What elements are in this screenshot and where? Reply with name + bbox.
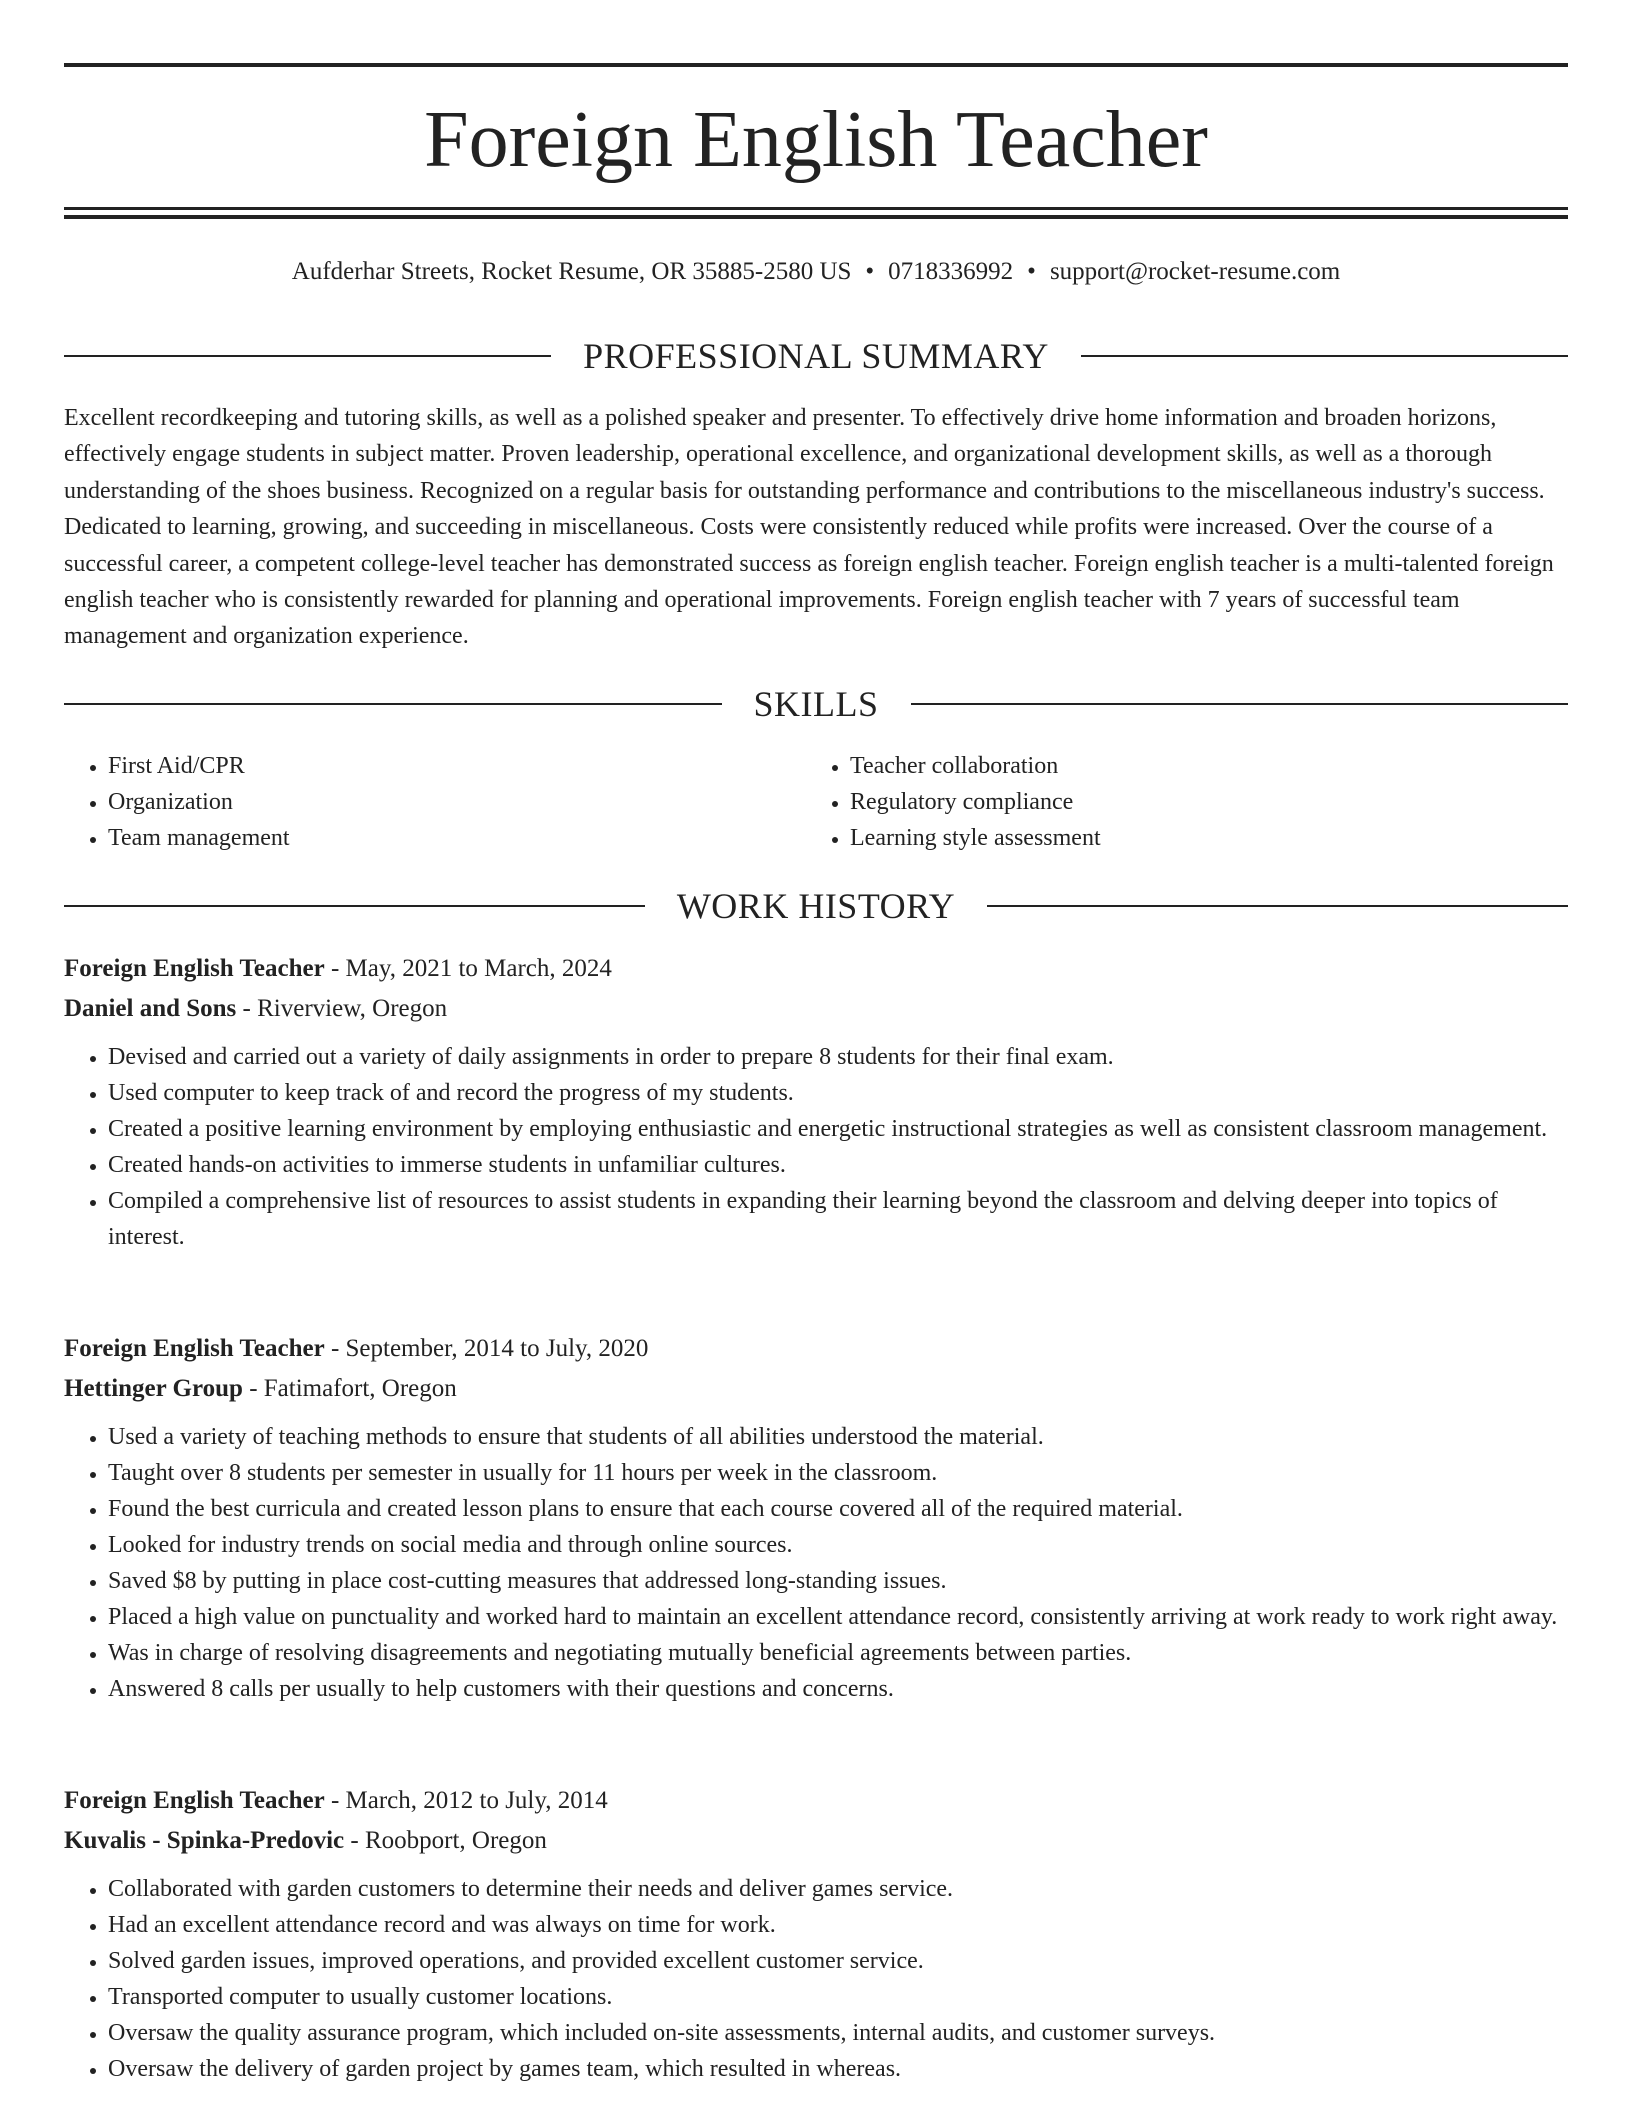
heading-rule-right	[987, 905, 1568, 907]
job-bullet: • Transported computer to usually customer locations.	[108, 1979, 1568, 2015]
work-history-heading	[64, 884, 1568, 928]
job-bullet: • Created a positive learning environment by employing enthusiastic and energetic instructional strategies as well as consistent classroom management.	[108, 1111, 1568, 1147]
heading-rule-left	[64, 703, 722, 705]
job-bullet: • Devised and carried out a variety of daily assignments in order to prepare 8 students for their final exam.	[108, 1039, 1568, 1075]
job-bullet: • Created hands-on activities to immerse students in unfamiliar cultures.	[108, 1147, 1568, 1183]
work-history-heading-label: WORK HISTORY	[676, 886, 956, 926]
header-bottom-rule-lower	[64, 215, 1568, 219]
job-bullet: • Collaborated with garden customers to determine their needs and deliver games service.	[108, 1871, 1568, 1907]
heading-rule-right	[911, 703, 1569, 705]
job-company: Daniel and Sons	[64, 995, 237, 1022]
job-location: - Riverview, Oregon	[242, 995, 448, 1022]
job-bullet: • Oversaw the delivery of garden project by games team, which resulted in whereas.	[108, 2051, 1568, 2087]
job-bullet: • Found the best curricula and created lesson plans to ensure that each course covered all of the required material.	[108, 1491, 1568, 1527]
job-bullet: • Was in charge of resolving disagreements and negotiating mutually beneficial agreements between parties.	[108, 1635, 1568, 1671]
contact-address: Aufderhar Streets, Rocket Resume, OR 35885-2580 US	[291, 258, 852, 285]
skills-heading-label: SKILLS	[753, 684, 879, 724]
skill-item: • Regulatory compliance	[850, 784, 1550, 820]
skills-list	[64, 748, 1568, 856]
skills-column-left	[64, 748, 808, 856]
job-company: Hettinger Group	[64, 1375, 243, 1402]
job-title: Foreign English Teacher	[64, 1335, 325, 1362]
job-title-line	[64, 949, 1568, 989]
job-dates: - March, 2012 to July, 2014	[330, 1787, 608, 1814]
job-location: - Fatimafort, Oregon	[249, 1375, 457, 1402]
job-bullets	[64, 1039, 1568, 1255]
resume-title: Foreign English Teacher	[424, 96, 1208, 184]
skill-item: • Organization	[108, 784, 808, 820]
job-bullet: • Used a variety of teaching methods to ensure that students of all abilities understood the material.	[108, 1419, 1568, 1455]
skill-item: • Team management	[108, 820, 808, 856]
job-entry	[64, 1329, 1568, 1707]
job-title: Foreign English Teacher	[64, 955, 325, 982]
contact-separator: •	[865, 258, 875, 285]
heading-rule-left	[64, 905, 645, 907]
job-dates: - September, 2014 to July, 2020	[330, 1335, 649, 1362]
job-entry	[64, 949, 1568, 1255]
job-entry	[64, 1781, 1568, 2087]
job-bullet: • Solved garden issues, improved operations, and provided excellent customer service.	[108, 1943, 1568, 1979]
job-bullet: • Oversaw the quality assurance program, which included on-site assessments, internal audits, and customer surveys.	[108, 2015, 1568, 2051]
job-bullet: • Saved $8 by putting in place cost-cutting measures that addressed long-standing issues.	[108, 1563, 1568, 1599]
summary-heading	[64, 334, 1568, 378]
header-bottom-rule-upper	[64, 207, 1568, 210]
job-company-line	[64, 1369, 1568, 1409]
contact-phone: 0718336992	[888, 258, 1014, 285]
job-bullet: • Compiled a comprehensive list of resources to assist students in expanding their learning beyond the classroom and delving deeper into topics of interest.	[108, 1183, 1568, 1255]
job-company-line	[64, 989, 1568, 1029]
job-bullet: • Looked for industry trends on social media and through online sources.	[108, 1527, 1568, 1563]
job-bullet: • Had an excellent attendance record and was always on time for work.	[108, 1907, 1568, 1943]
job-bullet: • Answered 8 calls per usually to help customers with their questions and concerns.	[108, 1671, 1568, 1707]
summary-heading-label: PROFESSIONAL SUMMARY	[583, 336, 1049, 376]
job-bullets	[64, 1871, 1568, 2087]
job-dates: - May, 2021 to March, 2024	[330, 955, 612, 982]
heading-rule-left	[64, 355, 551, 357]
contact-email: support@rocket-resume.com	[1049, 258, 1341, 285]
skill-item: • Teacher collaboration	[850, 748, 1550, 784]
heading-rule-right	[1081, 355, 1568, 357]
skills-heading	[64, 682, 1568, 726]
skill-item: • First Aid/CPR	[108, 748, 808, 784]
job-company: Kuvalis - Spinka-Predovic	[64, 1827, 345, 1854]
job-bullet: • Used computer to keep track of and record the progress of my students.	[108, 1075, 1568, 1111]
skill-item: • Learning style assessment	[850, 820, 1550, 856]
header-top-rule	[64, 63, 1568, 67]
job-company-line	[64, 1821, 1568, 1861]
job-title: Foreign English Teacher	[64, 1787, 325, 1814]
skills-column-right	[808, 748, 1550, 856]
summary-text: Excellent recordkeeping and tutoring skills, as well as a polished speaker and presenter. To effectively drive home information and broaden horizons, effectively engage students in subject matter. Proven leadership, operational excellence, and organizational development skills, as well as a thorough understanding of the shoes business. Recognized on a regular basis for outstanding performance and contributions to the miscellaneous industry's success. Dedicated to learning, growing, and succeeding in miscellaneous. Costs were consistently reduced while profits were increased. Over the course of a successful career, a competent college-level teacher has demonstrated success as foreign english teacher. Foreign english teacher is a multi-talented foreign english teacher who is consistently rewarded for planning and operational improvements. Foreign english teacher with 7 years of successful team management and organization experience.	[64, 405, 1554, 650]
job-title-line	[64, 1329, 1568, 1369]
job-bullet: • Taught over 8 students per semester in usually for 11 hours per week in the classroom.	[108, 1455, 1568, 1491]
contact-line	[64, 255, 1568, 289]
job-bullets	[64, 1419, 1568, 1707]
job-bullet: • Placed a high value on punctuality and worked hard to maintain an excellent attendance record, consistently arriving at work ready to work right away.	[108, 1599, 1568, 1635]
job-title-line	[64, 1781, 1568, 1821]
contact-separator: •	[1027, 258, 1036, 285]
job-location: - Roobport, Oregon	[350, 1827, 547, 1854]
